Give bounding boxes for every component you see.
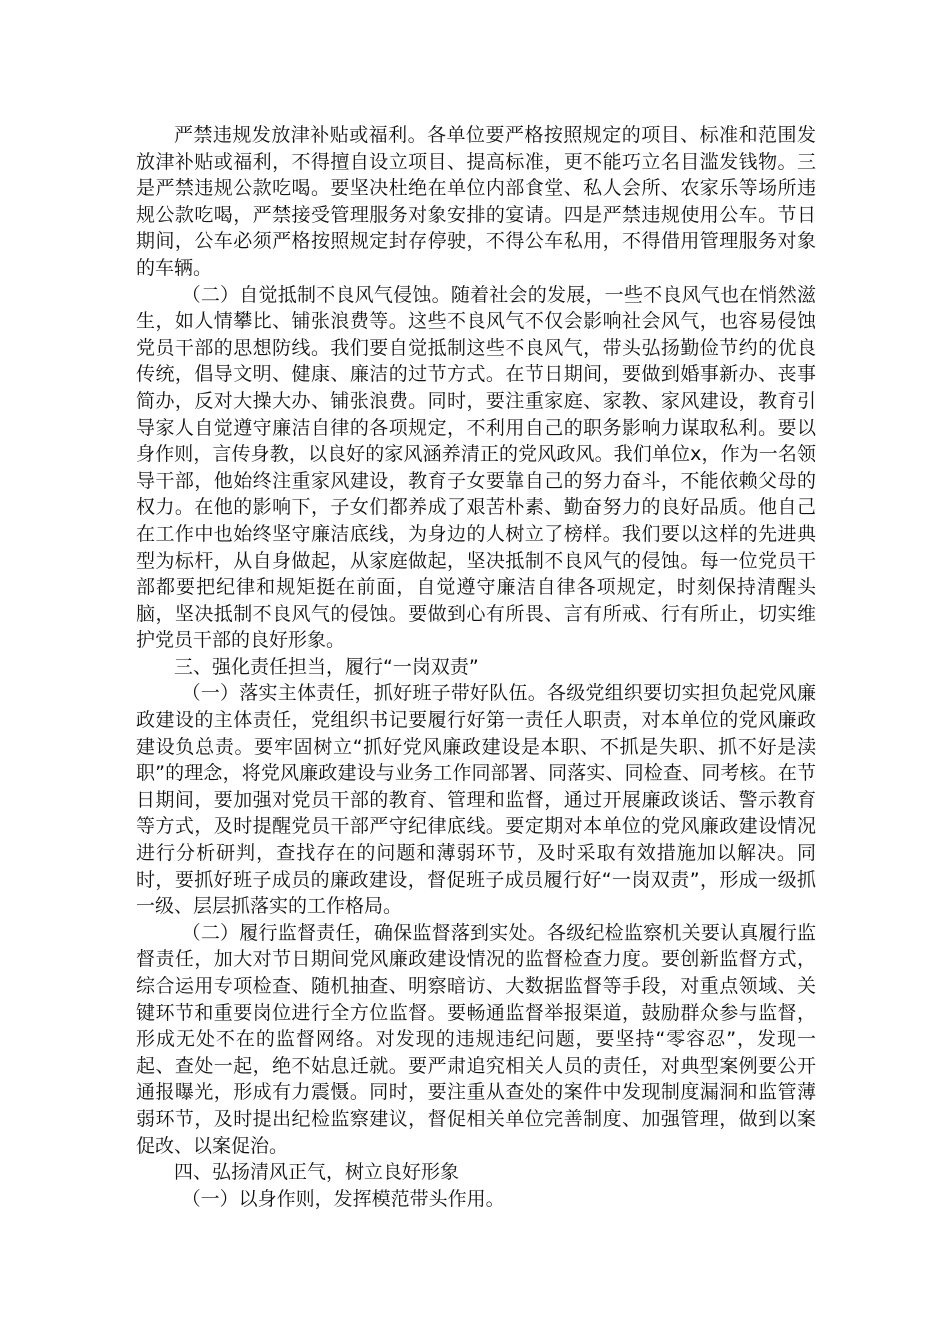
section-heading-4: 四、弘扬清风正气，树立良好形象 <box>174 1161 460 1184</box>
document-page <box>136 122 816 1212</box>
section-heading-3: 三、强化责任担当，履行“一岗双责” <box>174 655 479 678</box>
subsection-paragraph-resist-bad-customs: （二）自觉抵制不良风气侵蚀。随着社会的发展，一些不良风气也在悄然滋生，如人情攀比、铺张浪费等。这些不良风气不仅会影响社会风气，也容易侵蚀党员干部的思想防线。我们要自觉抵制这些不良风气，带头弘扬勤俭节约的优良传统，倡导文明、健康、廉洁的过节方式。在节日期间，要做到婚事新办、丧事简办，反对大操大办、铺张浪费。同时，要注重家庭、家教、家风建设，教育引导家人自觉遵守廉洁自律的各项规定，不利用自己的职务影响力谋取私利。要以身作则，言传身教，以良好的家风涵养清正的党风政风。我们单位x，作为一名领导干部，他始终注重家风建设，教育子女要靠自己的努力奋斗，不能依赖父母的权力。在他的影响下，子女们都养成了艰苦朴素、勤奋努力的良好品质。他自己在工作中也始终坚守廉洁底线，为身边的人树立了榜样。我们要以这样的先进典型为标杆，从自身做起，从家庭做起，坚决抵制不良风气的侵蚀。每一位党员干部都要把纪律和规矩挺在前面，自觉遵守廉洁自律各项规定，时刻保持清醒头脑，坚决抵制不良风气的侵蚀。要做到心有所畏、言有所戒、行有所止，切实维护党员干部的良好形象。 <box>136 283 816 652</box>
body-paragraph-1: 严禁违规发放津补贴或福利。各单位要严格按照规定的项目、标准和范围发放津补贴或福利，不得擅自设立项目、提高标准，更不能巧立名目滥发钱物。三是严禁违规公款吃喝。要坚决杜绝在单位内部食堂、私人会所、农家乐等场所违规公款吃喝，严禁接受管理服务对象安排的宴请。四是严禁违规使用公车。节日期间，公车必须严格按照规定封存停驶，不得公车私用，不得借用管理服务对象的车辆。 <box>136 124 816 279</box>
subsection-paragraph-supervision-responsibility: （二）履行监督责任，确保监督落到实处。各级纪检监察机关要认真履行监督责任，加大对节日期间党风廉政建设情况的监督检查力度。要创新监督方式，综合运用专项检查、随机抽查、明察暗访、大数据监督等手段，对重点领域、关键环节和重要岗位进行全方位监督。要畅通监督举报渠道，鼓励群众参与监督，形成无处不在的监督网络。对发现的违规违纪问题，要坚持“零容忍”，发现一起、查处一起，绝不姑息迁就。要严肃追究相关人员的责任，对典型案例要公开通报曝光，形成有力震慑。同时，要注重从查处的案件中发现制度漏洞和监管薄弱环节，及时提出纪检监察建议，督促相关单位完善制度、加强管理，做到以案促改、以案促治。 <box>136 921 816 1157</box>
subsection-paragraph-lead-by-example: （一）以身作则，发挥模范带头作用。 <box>181 1187 505 1210</box>
subsection-paragraph-main-responsibility: （一）落实主体责任，抓好班子带好队伍。各级党组织要切实担负起党风廉政建设的主体责任，党组织书记要履行好第一责任人职责，对本单位的党风廉政建设负总责。要牢固树立“抓好党风廉政建设是本职、不抓是失职、抓不好是渎职”的理念，将党风廉政建设与业务工作同部署、同落实、同检查、同考核。在节日期间，要加强对党员干部的教育、管理和监督，通过开展廉政谈话、警示教育等方式，及时提醒党员干部严守纪律底线。要定期对本单位的党风廉政建设情况进行分析研判，查找存在的问题和薄弱环节，及时采取有效措施加以解决。同时，要抓好班子成员的廉政建设，督促班子成员履行好“一岗双责”，形成一级抓一级、层层抓落实的工作格局。 <box>136 682 816 918</box>
